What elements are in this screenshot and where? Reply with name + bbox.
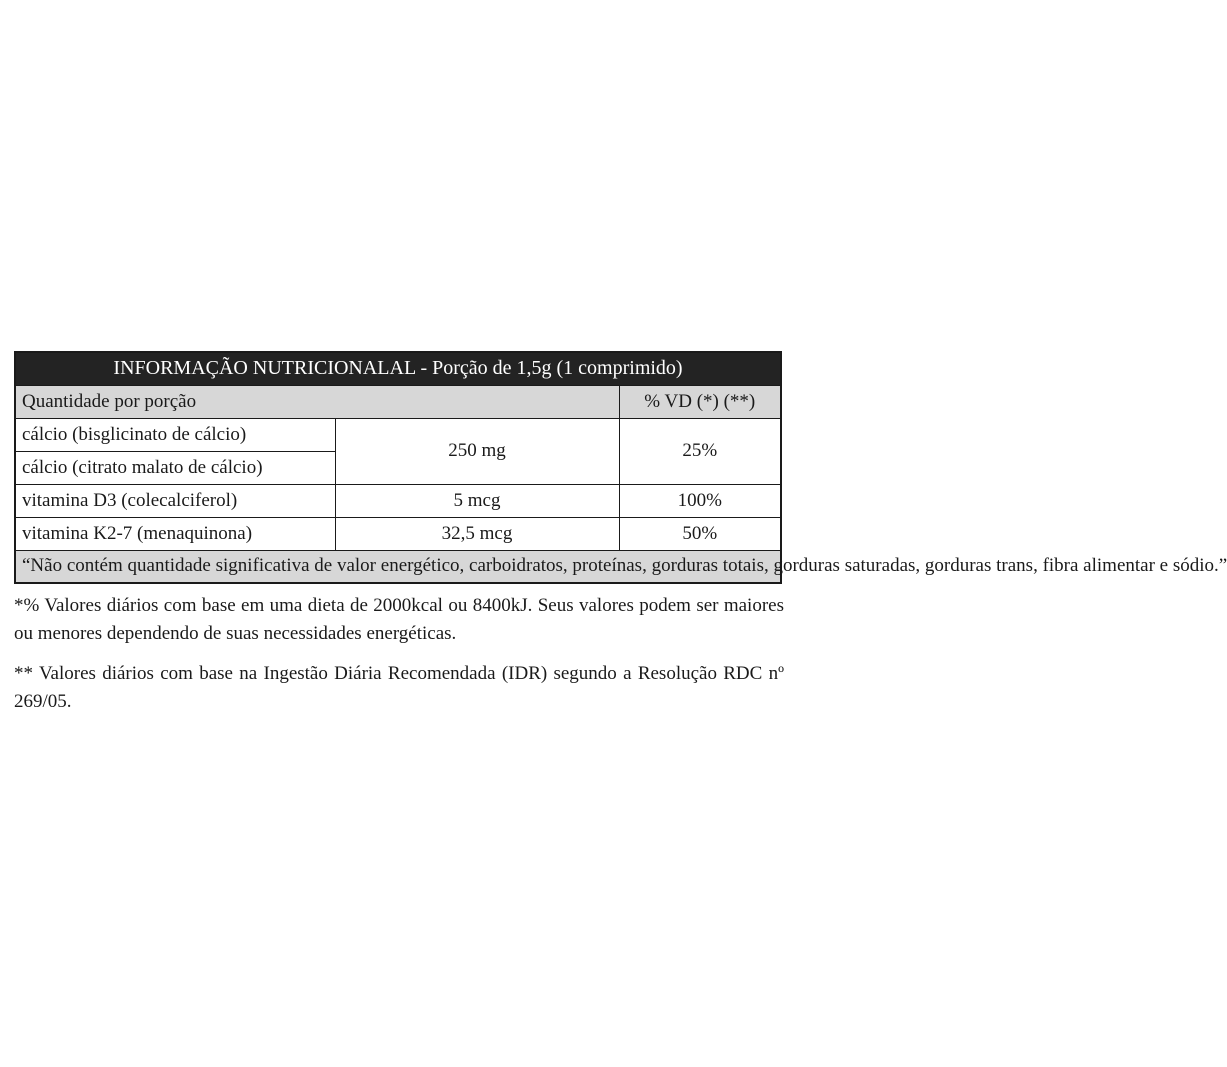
nutrient-name: vitamina K2-7 (menaquinona) — [15, 517, 335, 550]
quantity-label: Quantidade por porção — [15, 385, 619, 418]
table-row — [15, 517, 781, 550]
footnote-daily-values: *% Valores diários com base em uma dieta de 2000kcal ou 8400kJ. Seus valores podem ser maiores ou menores dependendo de suas necessidades energéticas. — [14, 595, 784, 644]
nutrition-table — [14, 351, 1227, 584]
nutrient-name: cálcio (bisglicinato de cálcio) — [15, 418, 335, 451]
note-row — [15, 550, 781, 583]
nutrient-vd: 50% — [619, 517, 781, 550]
table-header-row — [15, 352, 781, 385]
vd-label: % VD (*) (**) — [619, 385, 781, 418]
nutrient-amount: 5 mcg — [335, 484, 619, 517]
nutrient-name: vitamina D3 (colecalciferol) — [15, 484, 335, 517]
nutrition-panel — [14, 351, 1227, 728]
footnotes — [14, 592, 784, 716]
quantity-header-row — [15, 385, 781, 418]
table-title: INFORMAÇÃO NUTRICIONALAL - Porção de 1,5g (1 comprimido) — [15, 352, 781, 385]
nutrient-name: cálcio (citrato malato de cálcio) — [15, 451, 335, 484]
table-row — [15, 418, 781, 451]
calcium-vd: 25% — [619, 418, 781, 484]
nutrient-amount: 32,5 mcg — [335, 517, 619, 550]
footnote-idr: ** Valores diários com base na Ingestão Diária Recomendada (IDR) segundo a Resolução RDC nº 269/05. — [14, 663, 784, 712]
table-row — [15, 484, 781, 517]
table-note: “Não contém quantidade significativa de valor energético, carboidratos, proteínas, gorduras totais, gorduras saturadas, gorduras trans, fibra alimentar e sódio.” — [15, 550, 781, 583]
calcium-amount: 250 mg — [335, 418, 619, 484]
nutrient-vd: 100% — [619, 484, 781, 517]
